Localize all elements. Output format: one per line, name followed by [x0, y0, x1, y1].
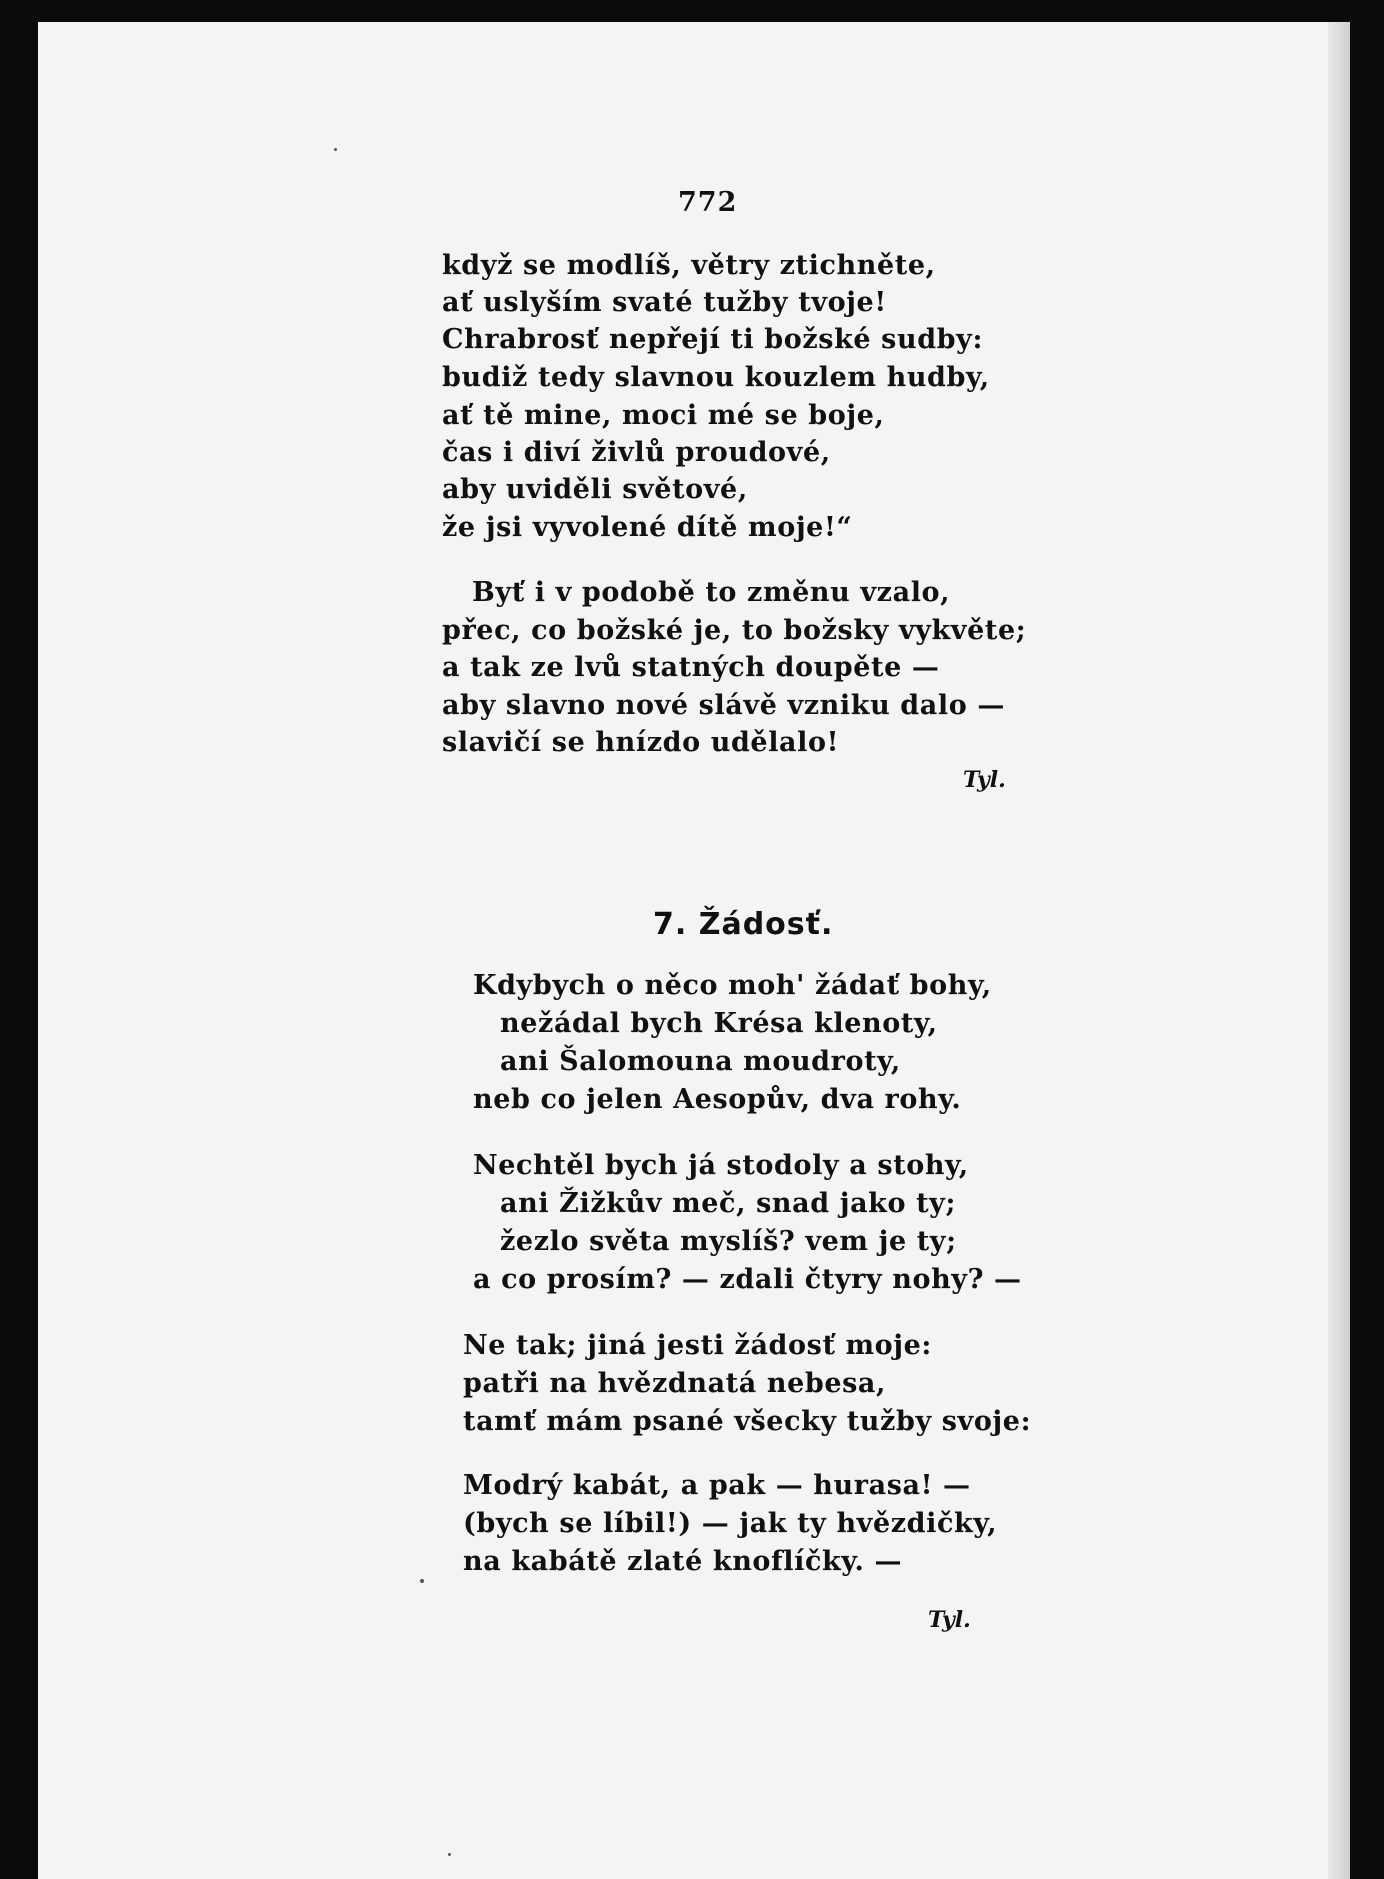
poem-line: ani Žižkův meč, snad jako ty;	[500, 1188, 957, 1219]
poem-line: ať uslyším svaté tužby tvoje!	[442, 287, 887, 318]
ink-speck	[334, 148, 337, 151]
poem-line: Kdybych o něco moh' žádať bohy,	[473, 970, 992, 1001]
signature: Tyl.	[928, 1607, 971, 1633]
poem-line: na kabátě zlaté knoflíčky. —	[463, 1546, 903, 1577]
poem-line: Modrý kabát, a pak — hurasa! —	[463, 1470, 971, 1501]
poem-line: neb co jelen Aesopův, dva rohy.	[473, 1084, 962, 1115]
poem-line: ani Šalomouna moudroty,	[500, 1046, 901, 1077]
poem-line: přec, co božské je, to božsky vykvěte;	[442, 615, 1027, 646]
poem-line: a tak ze lvů statných doupěte —	[442, 652, 940, 683]
poem-line: tamť mám psané všecky tužby svoje:	[463, 1406, 1032, 1437]
book-page	[38, 22, 1350, 1879]
signature: Tyl.	[963, 767, 1006, 793]
poem-line: aby uviděli světové,	[442, 474, 748, 505]
poem-line: Ne tak; jiná jesti žádosť moje:	[463, 1330, 933, 1361]
page-edge	[1328, 22, 1350, 1879]
poem-line: aby slavno nové slávě vzniku dalo —	[442, 690, 1005, 721]
poem-line: žezlo světa myslíš? vem je ty;	[500, 1226, 957, 1257]
poem-line: slavičí se hnízdo udělalo!	[442, 727, 840, 758]
poem-line: budiž tedy slavnou kouzlem hudby,	[442, 362, 990, 393]
poem-line: ať tě mine, moci mé se boje,	[442, 400, 885, 431]
page-number: 772	[678, 187, 738, 218]
poem-line: patři na hvězdnatá nebesa,	[463, 1368, 887, 1399]
poem-line: a co prosím? — zdali čtyry nohy? —	[473, 1264, 1022, 1295]
poem-line: když se modlíš, větry ztichněte,	[442, 250, 936, 281]
poem-line: čas i diví živlů proudové,	[442, 437, 831, 468]
poem-line: Nechtěl bych já stodoly a stohy,	[473, 1150, 969, 1181]
poem-line: (bych se líbil!) — jak ty hvězdičky,	[463, 1508, 998, 1539]
poem-line: Byť i v podobě to změnu vzalo,	[472, 577, 951, 608]
poem-line: Chrabrosť nepřejí ti božské sudby:	[442, 324, 984, 355]
section-title: 7. Žádosť.	[653, 907, 834, 942]
poem-line: nežádal bych Krésa klenoty,	[500, 1008, 938, 1039]
ink-speck	[448, 1853, 451, 1856]
poem-line: že jsi vyvolené dítě moje!“	[442, 512, 853, 543]
ink-speck	[420, 1579, 424, 1583]
